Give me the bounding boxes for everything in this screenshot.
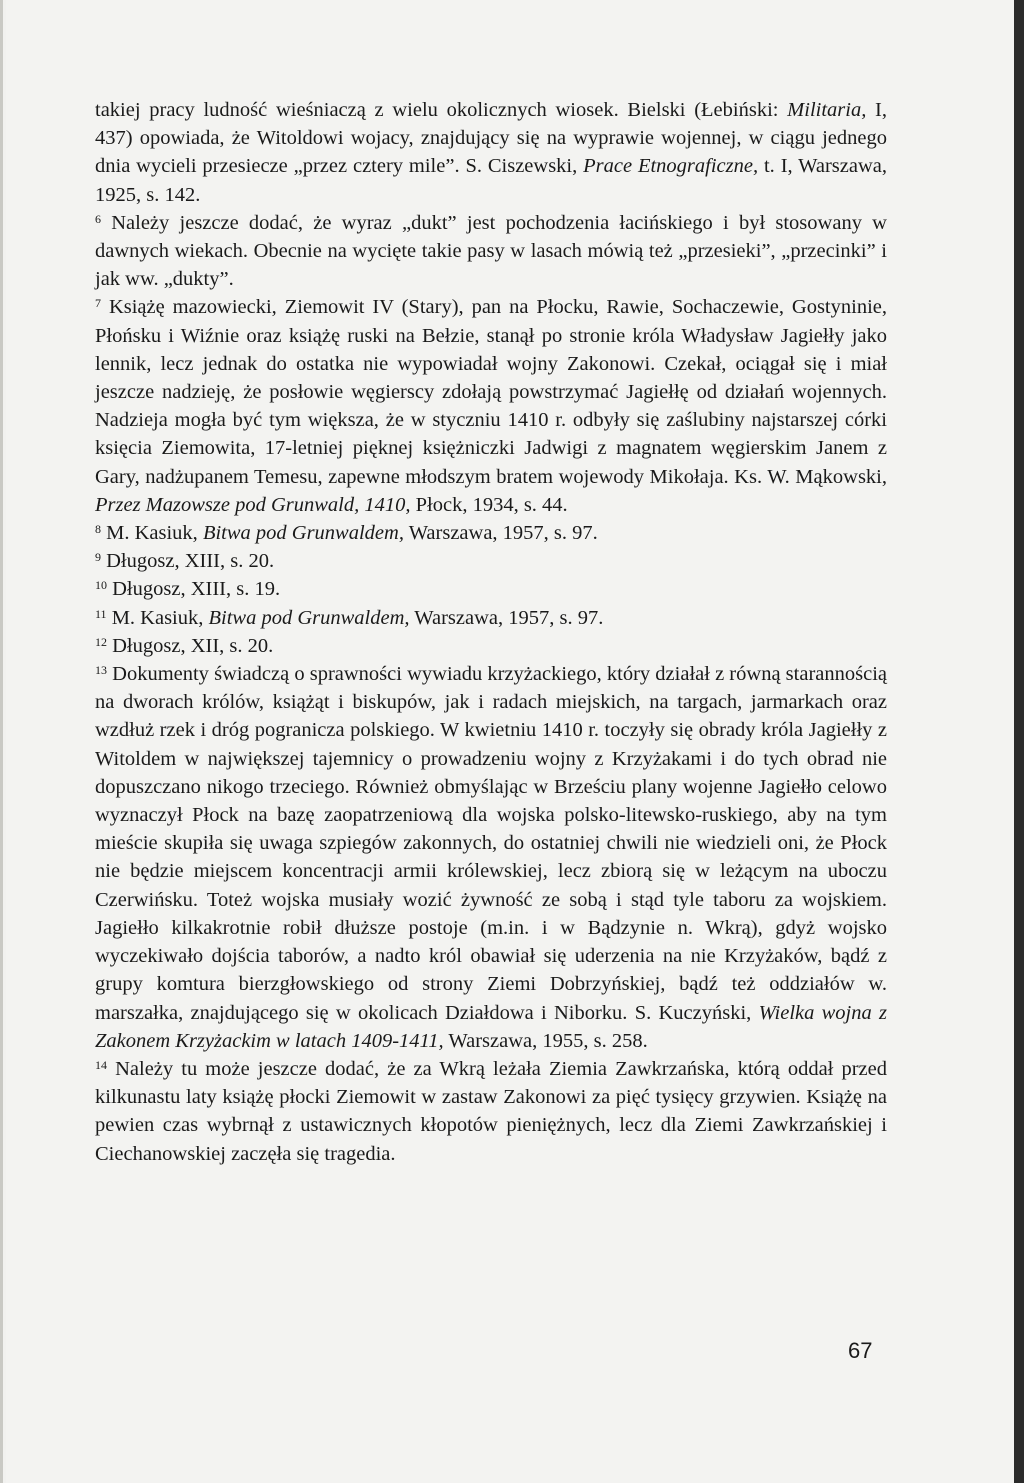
footnotes-block: [95, 96, 887, 1168]
footnote-9: $^9$ Długosz, XIII, s. 20.: [95, 550, 275, 573]
footnote-8: $^8$ M. Kasiuk, Bitwa pod Grunwaldem, Warszawa, 1957, s. 97.: [95, 522, 598, 545]
page-number: 67: [848, 1338, 873, 1363]
footnote-12: $^{12}$ Długosz, XII, s. 20.: [95, 634, 274, 657]
footnote-number: 12: [95, 634, 107, 649]
footnote-number: 10: [95, 578, 107, 593]
footnote-13: $^{13}$ Dokumenty świadczą o sprawności wywiadu krzyżackiego, który działał z równą starannością na dworach królów, książąt i biskupów, jak i radach miejskich, na targach, jarmarkach oraz wzdłuż rzek i dróg pogranicza polskiego. W kwietniu 1410 r. toczyły się obrady króla Jagiełły z Witoldem w największej tajemnicy o prowadzeniu wojny z Krzyżakami i do tych obrad nie dopuszczano nikogo trzeciego. Również obmyślając w Brześciu plany wojenne Jagiełło celowo wyznaczył Płock na bazę zaopatrzeniową dla wojska polsko-litewsko-ruskiego, aby na tym mieście skupiła się uwaga szpiegów zakonnych, do ostatniej chwili nie wiedzieli oni, że Płock nie będzie miejscem koncentracji armii królewskiej, lecz zbiorą się w leżącym na uboczu Czerwińsku. Toteż wojska musiały wozić żywność ze sobą i stąd tyle taboru za wojskiem. Jagiełło kilkakrotnie robił dłuższe postoje (m.in. i w Bądzynie n. Wkrą), gdyż wojsko wyczekiwało dojścia taborów, a nadto król obawiał się uderzenia na nie Krzyżaków, bądź z grupy komtura bierzgłowskiego od strony Ziemi Dobrzyńskiej, bądź też oddziałów w. marszałka, znajdującego się w okolicach Działdowa i Niborku. S. Kuczyński, Wielka wojna z Zakonem Krzyżackim w latach 1409-1411, Warszawa, 1955, s. 258.: [95, 663, 887, 1052]
footnote-continuation: takiej pracy ludność wieśniaczą z wielu okolicznych wiosek. Bielski (Łebiński: Militaria, I, 437) opowiada, że Witoldowi wojacy, znajdujący się na wyprawie wojennej, w ciągu jednego dnia wycieli przesiecze „przez cztery mile”. S. Ciszewski, Prace Etnograficzne, t. I, Warszawa, 1925, s. 142.: [95, 99, 887, 206]
footnote-number: 13: [95, 663, 107, 678]
footnote-7: $^7$ Książę mazowiecki, Ziemowit IV (Stary), pan na Płocku, Rawie, Sochaczewie, Gostyninie, Płońsku i Wiźnie oraz książę ruski na Bełzie, stanął po stronie króla Władysław Jagiełły jako lennik, lecz jednak do ostatka nie wypowiadał wojny Zakonowi. Czekał, ociągał się i miał jeszcze nadzieję, że posłowie węgierscy zdołają powstrzymać Jagiełłę od działań wojennych. Nadzieja mogła być tym większa, że w styczniu 1410 r. odbyły się zaślubiny najstarszej córki księcia Ziemowita, 17-letniej pięknej księżniczki Jadwigi z magnatem węgierskim Janem z Gary, nadżupanem Temesu, zapewne młodszym bratem wojewody Mikołaja. Ks. W. Mąkowski, Przez Mazowsze pod Grunwald, 1410, Płock, 1934, s. 44.: [95, 296, 887, 516]
footnote-14: $^{14}$ Należy tu może jeszcze dodać, że za Wkrą leżała Ziemia Zawkrzańska, którą oddał przed kilkunastu laty książę płocki Ziemowit w zastaw Zakonowi za pięć tysięcy grzywien. Książę na pewien czas wybrnął z ustawicznych kłopotów pieniężnych, lecz dla Ziemi Zawkrzańskiej i Ciechanowskiej zaczęła się tragedia.: [95, 1057, 887, 1165]
footnote-number: 9: [95, 550, 101, 565]
footnote-number: 7: [95, 296, 101, 311]
page-right-edge: [1014, 0, 1024, 1483]
page-left-edge: [0, 0, 3, 1483]
footnote-number: 14: [95, 1057, 107, 1072]
footnote-10: $^{10}$ Długosz, XIII, s. 19.: [95, 578, 281, 601]
footnote-number: 8: [95, 522, 101, 537]
footnote-11: $^{11}$ M. Kasiuk, Bitwa pod Grunwaldem, Warszawa, 1957, s. 97.: [95, 606, 604, 629]
book-page: [6, 0, 1014, 1483]
footnote-number: 6: [95, 211, 101, 226]
footnote-number: 11: [95, 606, 107, 621]
footnote-6: $^6$ Należy jeszcze dodać, że wyraz „dukt” jest pochodzenia łacińskiego i był stosowany w dawnych wiekach. Obecnie na wycięte takie pasy w lasach mówią też „przesieki”, „przecinki” i jak ww. „dukty”.: [95, 211, 887, 291]
